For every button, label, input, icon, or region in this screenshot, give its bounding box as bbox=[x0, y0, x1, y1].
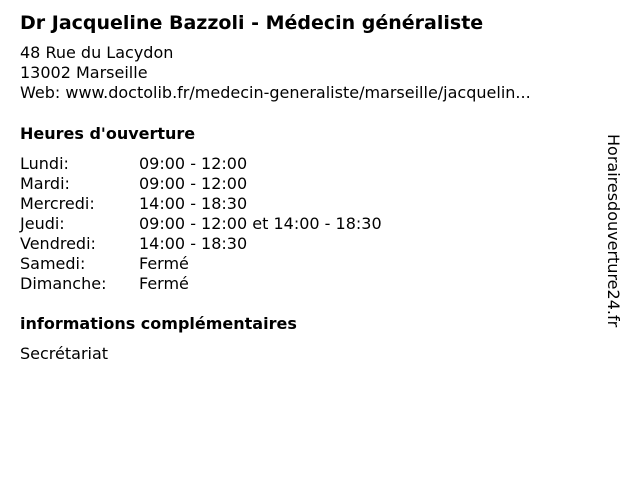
time-value: Fermé bbox=[139, 254, 189, 273]
hours-row-friday bbox=[20, 234, 382, 254]
day-label: Jeudi: bbox=[20, 214, 65, 233]
day-label: Samedi: bbox=[20, 254, 86, 273]
day-label: Lundi: bbox=[20, 154, 69, 173]
hours-row-thursday bbox=[20, 214, 382, 234]
time-value: 09:00 - 12:00 bbox=[139, 174, 248, 193]
time-value: Fermé bbox=[139, 274, 189, 293]
opening-hours-heading: Heures d'ouverture bbox=[20, 124, 196, 143]
additional-info-heading: informations complémentaires bbox=[20, 314, 297, 333]
time-value: 14:00 - 18:30 bbox=[139, 234, 248, 253]
day-label: Mardi: bbox=[20, 174, 70, 193]
page-title: Dr Jacqueline Bazzoli - Médecin généraliste bbox=[20, 12, 484, 34]
hours-row-monday bbox=[20, 154, 382, 174]
time-value: 09:00 - 12:00 bbox=[139, 154, 248, 173]
address-city: 13002 Marseille bbox=[20, 63, 148, 82]
site-watermark: Horairesdouverture24.fr bbox=[604, 134, 623, 328]
address-block bbox=[20, 43, 531, 103]
website-line: Web: www.doctolib.fr/medecin-generaliste/marseille/jacquelin... bbox=[20, 83, 531, 102]
hours-row-sunday bbox=[20, 274, 382, 294]
additional-info-text: Secrétariat bbox=[20, 344, 109, 363]
opening-hours-table bbox=[20, 154, 382, 294]
time-value: 09:00 - 12:00 et 14:00 - 18:30 bbox=[139, 214, 382, 233]
hours-row-tuesday bbox=[20, 174, 382, 194]
hours-row-wednesday bbox=[20, 194, 382, 214]
time-value: 14:00 - 18:30 bbox=[139, 194, 248, 213]
day-label: Vendredi: bbox=[20, 234, 96, 253]
hours-row-saturday bbox=[20, 254, 382, 274]
address-street: 48 Rue du Lacydon bbox=[20, 43, 174, 62]
day-label: Mercredi: bbox=[20, 194, 95, 213]
day-label: Dimanche: bbox=[20, 274, 107, 293]
